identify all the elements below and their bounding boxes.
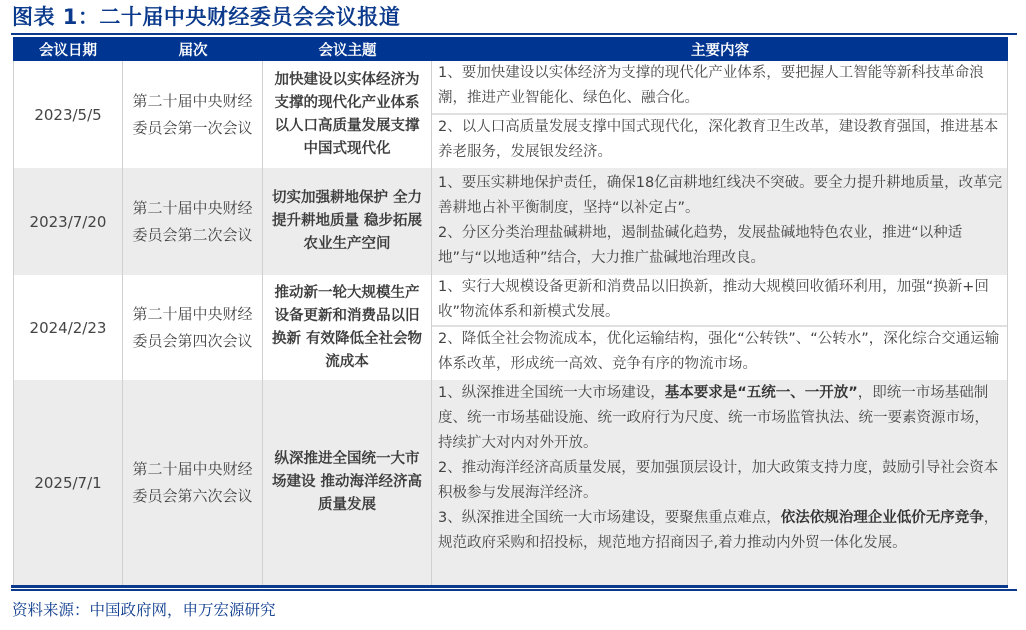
- table-row: [13, 380, 1008, 585]
- cell-date: 2023/7/20: [13, 168, 123, 275]
- content-text: 1、纵深推进全国统一大市场建设，: [438, 385, 665, 401]
- cell-session: 第二十届中央财经委员会第六次会议: [123, 380, 263, 585]
- table-row: [13, 168, 1008, 275]
- content-text: ，规范政府采购和招投标，规范地方招商因子,着力推动内外贸一体化发展。: [438, 510, 999, 551]
- cell-session: 第二十届中央财经委员会第一次会议: [123, 61, 263, 168]
- content-point: 1、要压实耕地保护责任，确保18亿亩耕地红线决不突破。要全力提升耕地质量，改革完善耕地占补平衡制度，坚持“以补定占”。: [438, 175, 1003, 216]
- figure-title: 图表 1：二十届中央财经委员会会议报道: [12, 5, 401, 29]
- source-note: 资料来源：中国政府网，申万宏源研究: [12, 601, 276, 619]
- table-row: [13, 275, 1008, 380]
- cell-content: [432, 61, 1008, 168]
- cell-session: 第二十届中央财经委员会第四次会议: [123, 275, 263, 380]
- top-divider: [11, 33, 1017, 35]
- cell-theme: 加快建设以实体经济为支撑的现代化产业体系 以人口高质量发展支撑中国式现代化: [263, 61, 432, 168]
- cell-content: [432, 275, 1008, 380]
- content-emphasis: 依法依规治理企业低价无序竞争: [780, 510, 984, 526]
- content-point: 2、分区分类治理盐碱耕地，遏制盐碱化趋势，发展盐碱地特色农业，推进“以种适地”与“以地适种”结合，大力推广盐碱地治理改良。: [438, 225, 963, 266]
- cell-theme: 切实加强耕地保护 全力提升耕地质量 稳步拓展农业生产空间: [263, 168, 432, 275]
- content-point: 2、降低全社会物流成本，优化运输结构，强化“公转铁”、“公转水”，深化综合交通运输体系改革，形成统一高效、竞争有序的物流市场。: [432, 325, 1007, 380]
- header-date: 会议日期: [39, 42, 97, 59]
- cell-theme: 推动新一轮大规模生产设备更新和消费品以旧换新 有效降低全社会物流成本: [263, 275, 432, 380]
- content-point: 2、推动海洋经济高质量发展，要加强顶层设计，加大政策支持力度，鼓励引导社会资本积极参与发展海洋经济。: [438, 460, 999, 501]
- table-header: [13, 37, 1008, 61]
- meetings-table: [13, 37, 1008, 585]
- cell-content: [432, 168, 1008, 275]
- content-point: 1、要加快建设以实体经济为支撑的现代化产业体系，要把握人工智能等新科技革命浪潮，推进产业智能化、绿色化、融合化。: [438, 65, 984, 106]
- bottom-divider: [11, 585, 1008, 588]
- content-point: [432, 506, 1007, 556]
- content-point: 1、实行大规模设备更新和消费品以旧换新，推动大规模回收循环利用，加强“换新+回收”物流体系和新模式发展。: [438, 279, 989, 320]
- content-text: 3、纵深推进全国统一大市场建设，要聚焦重点难点，: [438, 510, 781, 526]
- content-point: 2、以人口高质量发展支撑中国式现代化，深化教育卫生改革，建设教育强国，推进基本养老服务，发展银发经济。: [432, 113, 1007, 168]
- content-text: ，即统一市场基础制度、统一市场基础设施、统一政府行为尺度、统一市场监管执法、统一要素资源市场，持续扩大对内对外开放。: [438, 385, 989, 451]
- table-row: [13, 61, 1008, 168]
- header-content: 主要内容: [691, 42, 749, 59]
- cell-session: 第二十届中央财经委员会第二次会议: [123, 168, 263, 275]
- cell-content: [432, 380, 1008, 585]
- content-emphasis: 基本要求是“五统一、一开放”: [664, 385, 858, 401]
- bottom-divider-outer: [11, 589, 1017, 591]
- content-point: [432, 381, 1007, 456]
- cell-theme: 纵深推进全国统一大市场建设 推动海洋经济高质量发展: [263, 380, 432, 585]
- header-theme: 会议主题: [318, 42, 377, 59]
- cell-date: 2025/7/1: [13, 380, 123, 585]
- cell-date: 2024/2/23: [13, 275, 123, 380]
- cell-date: 2023/5/5: [13, 61, 123, 168]
- header-session: 届次: [178, 42, 208, 59]
